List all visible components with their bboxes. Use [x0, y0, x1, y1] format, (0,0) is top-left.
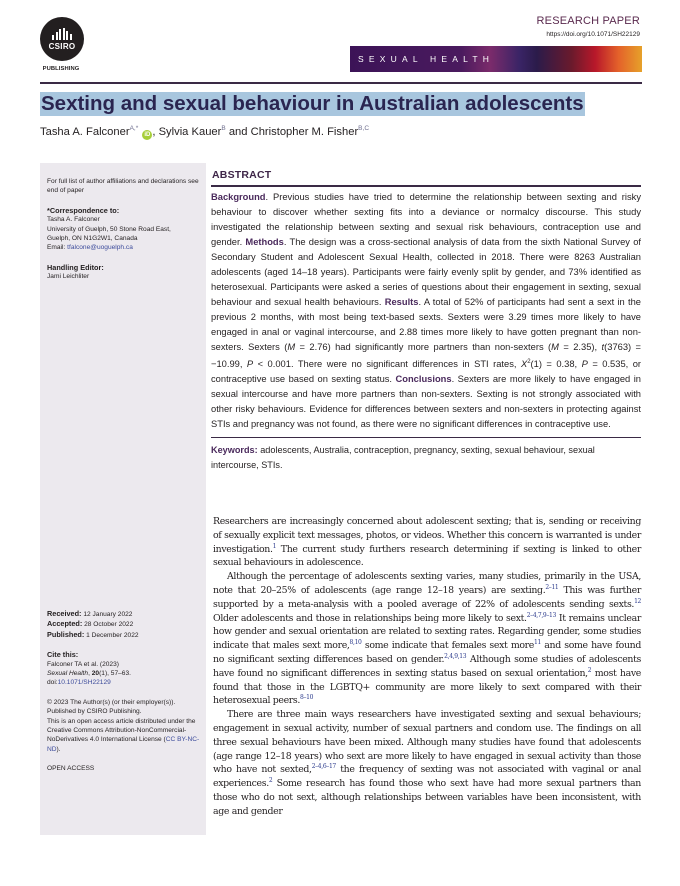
paragraph-text: The current study furthers research determining if sexting is linked to other sexual behaviours in adolescence.: [213, 543, 641, 569]
citation-link[interactable]: 2–11: [545, 583, 559, 591]
cite-journal-line: Sexual Health, 20(1), 57–63.: [47, 670, 131, 678]
open-access-label: OPEN ACCESS: [47, 765, 95, 773]
cite-label: Cite this:: [47, 650, 79, 660]
author-separator: ,: [152, 126, 159, 138]
citation-link[interactable]: 12: [634, 597, 641, 605]
keywords: [211, 443, 641, 472]
copyright-notice: © 2023 The Author(s) (or their employer(s)). Published by CSIRO Publishing.: [47, 698, 176, 716]
journal-banner: [350, 46, 642, 72]
correspondence-label: *Correspondence to:: [47, 205, 120, 215]
math-var: P: [246, 358, 254, 369]
published-value: 1 December 2022: [84, 631, 139, 639]
article-title: Sexting and sexual behaviour in Australian adolescents: [41, 92, 584, 115]
results-text: = 2.35),: [558, 341, 602, 352]
paragraph-text: most have found that those in the LGBTQ+ community are more likely to sext compared with their heterosexual peers.: [213, 667, 641, 707]
methods-text: . The design was a cross-sectional analysis of data from the sixth National Survey of Secondary Student and Adolescent Sexual Health, collected in 2018. There were 8263 Australian adolescents (aged 14–18 years). Participants were fairly evenly split by gender, and 73% identified as heterosexual. Participants were asked a series of questions about their engagement in sexting, sexual behaviour and sexual health behaviours.: [211, 236, 641, 307]
author-affiliation: B,C: [358, 125, 370, 132]
cite-journal: Sexual Health: [47, 670, 89, 678]
paragraph-text: Researchers are increasingly concerned about adolescent sexting; that is, sending or receiving of sexually explicit text messages, photos, or videos. Whether this concern is warranted is under investigation.: [213, 516, 641, 555]
background-label: Background: [211, 191, 266, 202]
email-label: Email:: [47, 244, 68, 252]
math-var: M: [287, 341, 296, 352]
abstract-heading: ABSTRACT: [212, 169, 272, 181]
citation-link[interactable]: 2–4,6–17: [311, 763, 336, 771]
email-link[interactable]: tfalcone@uoguelph.ca: [67, 244, 133, 252]
handling-editor-name: Jami Leichliter: [47, 273, 90, 281]
abstract-divider-bottom: [211, 437, 641, 439]
cite-doi-prefix: doi:: [47, 679, 58, 687]
methods-label: Methods: [245, 236, 284, 247]
paragraph-text: Older adolescents and those in relationships being more likely to sext.: [213, 612, 527, 624]
cite-pages: (1), 57–63.: [99, 670, 131, 678]
accepted-date: [47, 619, 201, 629]
math-var: M: [551, 341, 559, 352]
paragraph-text: There are three main ways researchers have investigated sexting and sexual behaviours; engagement in sexual activity, number of sexual partners and condom use. The findings on all three sexual behaviours have been mixed. Although many studies have found that adolescents (age range 12–18 years) who sext are more likely to have engaged in sexual activity than those who have not sexted,: [213, 709, 641, 776]
handling-editor-label: Handling Editor:: [47, 262, 104, 272]
logo-name: CSIRO: [48, 41, 76, 51]
doi-link[interactable]: https://doi.org/10.1071/SH22129: [546, 31, 640, 38]
math-var: X: [520, 358, 528, 369]
results-text: = 0.535, or contraceptive use based on sexting status.: [211, 358, 642, 384]
cite-doi-link[interactable]: 10.1071/SH22129: [57, 679, 111, 687]
license-link[interactable]: CC BY-NC-ND: [47, 736, 200, 753]
keywords-text: adolescents, Australia, contraception, pregnancy, sexting, sexual behaviour, sexual intercourse, STIs.: [211, 445, 595, 470]
license-notice: [47, 717, 201, 755]
author-affiliation: A,*: [129, 125, 139, 132]
results-text: . A total of 52% of participants had sent a sext in the previous 2 months, with most being text-based sexts. Sexters were 3.29 times more likely to have engaged in anal or vaginal intercourse, and 2.88 times more likely to have gotten pregnant than non-sexters. Sexters (: [211, 296, 641, 352]
author-list: [40, 125, 369, 140]
cite-line: Falconer TA et al. (2023): [47, 660, 119, 668]
cite-volume: 20: [91, 670, 100, 678]
math-var: t: [601, 341, 605, 352]
citation-link[interactable]: 8–10: [300, 694, 314, 702]
results-text: = 2.76) had significantly more partners than non-sexters (: [295, 341, 552, 352]
keywords-label: Keywords:: [211, 445, 258, 456]
citation-link[interactable]: 8,10: [349, 639, 362, 647]
correspondence-address: Guelph, ON N1G2W1, Canada: [47, 235, 138, 243]
csiro-logo-icon: [40, 17, 84, 61]
paragraph-text: and some have found no significant sexting differences based on gender.: [213, 640, 641, 665]
header-divider: [40, 82, 642, 84]
author-affiliation: B: [221, 125, 226, 132]
logo-subtitle: PUBLISHING: [42, 66, 80, 72]
publication-info: [47, 609, 201, 774]
author-name[interactable]: Sylvia Kauer: [158, 126, 222, 138]
license-text: This is an open access article distributed under the Creative Commons Attribution-NonCommercial-NoDerivatives 4.0 International License (: [47, 717, 196, 744]
received-value: 12 January 2022: [81, 611, 133, 618]
csiro-publishing-logo: [40, 17, 84, 72]
cite-doi-line: [47, 678, 201, 687]
paragraph: [213, 570, 641, 708]
citation-link[interactable]: 2: [587, 666, 592, 674]
affiliations-note: For full list of author affiliations and declarations see end of paper: [47, 178, 199, 195]
paragraph-text: This was further supported by a meta-analysis with a pooled average of 22% of adolescents sending sexts.: [213, 584, 641, 610]
paragraph-text: Although the percentage of adolescents sexting varies, many studies, primarily in the USA, note that 20–25% of adolescents (age range 12–18 years) are sexting.: [213, 571, 641, 596]
email-line: [47, 243, 199, 252]
citation-link[interactable]: 1: [272, 542, 277, 550]
received-label: Received:: [47, 609, 82, 618]
published-label: Published:: [47, 629, 85, 639]
accepted-label: Accepted:: [47, 619, 83, 629]
math-var: P: [581, 358, 588, 369]
citation-link[interactable]: 2,4,9,13: [444, 652, 467, 660]
received-date: [47, 609, 201, 619]
results-label: Results: [384, 296, 419, 307]
abstract-section: [211, 163, 641, 472]
license-end: ).: [56, 745, 61, 753]
article-type-label: RESEARCH PAPER: [536, 15, 640, 27]
author-name[interactable]: Tasha A. Falconer: [40, 126, 130, 138]
paragraph: [213, 515, 641, 570]
results-text: < 0.001. There were no significant differences in STI rates,: [253, 358, 521, 369]
correspondence-address: University of Guelph, 50 Stone Road East,: [47, 225, 171, 233]
abstract-text: Background. Previous studies have tried to determine the relationship between sexting and risky behaviour to discover whether sexting fits into a deviance or normalcy discourse. This study investigated the relationship between sexting and sexual risk behaviours, contraception use and gender. Methods. The design was a cross-sectional analysis of data from the sixth National Survey of Secondary Student and Adolescent Sexual Health, collected in 2018. There were 8263 Australian adolescents (aged 14–18 years). Participants were fairly evenly split by gender, and 73% identified as heterosexual. Participants were asked a series of questions about their engagement in sexting, sexual behaviour and sexual health behaviours. Results. A total of 52% of participants had sent a sext in the previous 2 months, with most being text-based sexts. Sexters were 3.29 times more likely to have engaged in anal or vaginal intercourse, and 2.88 times more likely to have gotten pregnant than non-sexters. Sexters (M = 2.76) had significantly more partners than non-sexters (M = 2.35), t(3763) = −10.99, P < 0.001. There were no significant differences in STI rates, $X^2(1) = 0.38$, P = 0.535, or contraceptive use based on sexting status. Conclusions. Sexters are more likely to have engaged in sexual intercourse and have more partners than non-sexters. Sexting is not strongly associated with other risky behaviours. Evidence for differences between sexters and non-sexters in protecting against STIs and pregnancy was not found, as there were no significant differences in contraceptive use.: [211, 191, 642, 429]
orcid-icon[interactable]: iD: [144, 132, 151, 138]
article-body: [213, 515, 641, 819]
author-name[interactable]: Christopher M. Fisher: [250, 126, 359, 138]
paragraph-text: Some research has found those who sext have had more sexual partners than those who do not sext, although relationships between variables have been inconsistent, with age and gender: [213, 778, 641, 817]
paragraph: [213, 708, 641, 818]
citation-link[interactable]: 2–4,7,9–13: [526, 611, 556, 619]
citation-link[interactable]: 2: [268, 777, 273, 785]
published-date: [47, 630, 201, 640]
paragraph-text: the frequency of sexting was not associated with vaginal or anal experiences.: [213, 764, 642, 790]
results-text: (3763) = −10.99,: [211, 341, 642, 369]
journal-name: SEXUAL HEALTH: [358, 54, 495, 64]
conclusions-text: . Sexters are more likely to have engaged in sexual intercourse and have more partners than non-sexters. Sexting is not strongly associated with other risky behaviours. Evidence for differences between sexters and non-sexters in protecting against STIs and pregnancy was not found, as there were no significant differences in contraceptive use.: [211, 373, 641, 429]
correspondence-name: Tasha A. Falconer: [47, 216, 100, 224]
paragraph-text: Although some studies of adolescents have found no significant differences in sexting status based on sexual orientation,: [213, 653, 641, 679]
conclusions-label: Conclusions: [395, 373, 452, 384]
paragraph-text: some indicate that females sext more: [361, 640, 534, 652]
logo-bars-icon: [52, 28, 72, 40]
background-text: . Previous studies have tried to determine the relationship between sexting and risky behaviour to discover whether sexting fits into a deviance or normalcy discourse. This study investigated the relationship between sexting and sexual risk behaviours, contraception use and gender.: [211, 191, 641, 247]
accepted-value: 28 October 2022: [82, 621, 134, 629]
results-text: (1) = 0.38,: [530, 358, 582, 369]
paragraph-text: It remains unclear how gender and sexual orientation are related to sexting rates. Regarding gender, some studies indicate that males sext more,: [213, 612, 642, 652]
abstract-divider: [211, 185, 641, 187]
author-separator: and: [225, 126, 251, 138]
article-info-sidebar: [40, 163, 206, 835]
citation-link[interactable]: 11: [533, 639, 541, 647]
